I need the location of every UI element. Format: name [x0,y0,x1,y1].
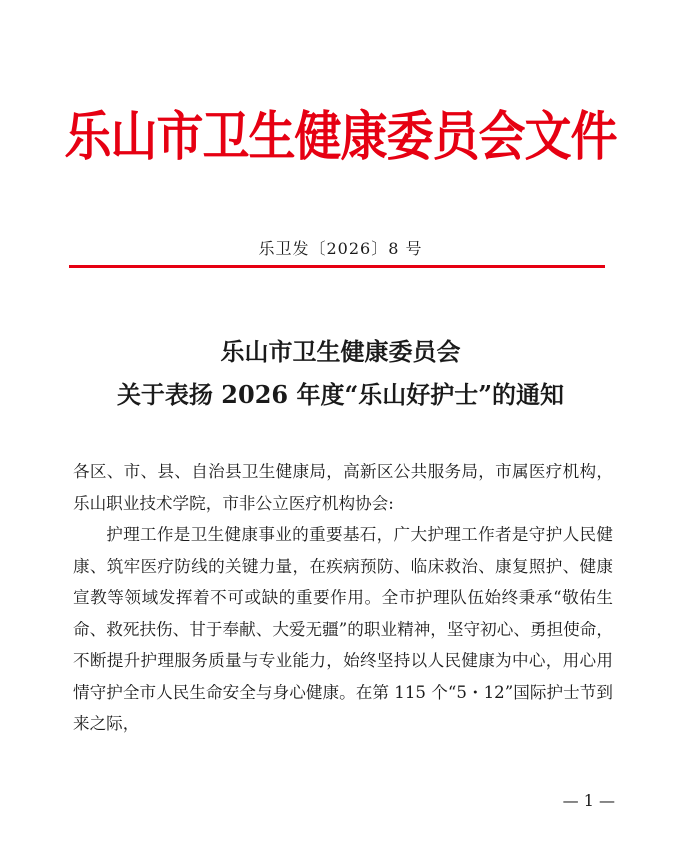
notice-body [73,456,613,740]
recipients-paragraph: 各区、市、县、自治县卫生健康局，高新区公共服务局，市属医疗机构，乐山职业技术学院，市非公立医疗机构协会: [73,462,613,513]
page-number: — 1 — [562,791,615,810]
red-divider-line [69,265,605,268]
agency-header-title: 乐山市卫生健康委员会文件 [64,106,617,168]
notice-title-line-1: 乐山市卫生健康委员会 [220,337,461,366]
document-number: 乐卫发〔2026〕8 号 [258,239,423,258]
body-paragraph: 护理工作是卫生健康事业的重要基石，广大护理工作者是守护人民健康、筑牢医疗防线的关键力量，在疾病预防、临床救治、康复照护、健康宣教等领域发挥着不可或缺的重要作用。全市护理队伍始终秉承“敬佑生命、救死扶伤、甘于奉献、大爱无疆”的职业精神，坚守初心、勇担使命，不断提升护理服务质量与专业能力，始终坚持以人民健康为中心，用心用情守护全市人民生命安全与身心健康。在第 115 个“5・12”国际护士节到来之际， [73,525,613,733]
notice-title-line-2: 关于表扬 2026 年度“乐山好护士”的通知 [116,380,565,409]
